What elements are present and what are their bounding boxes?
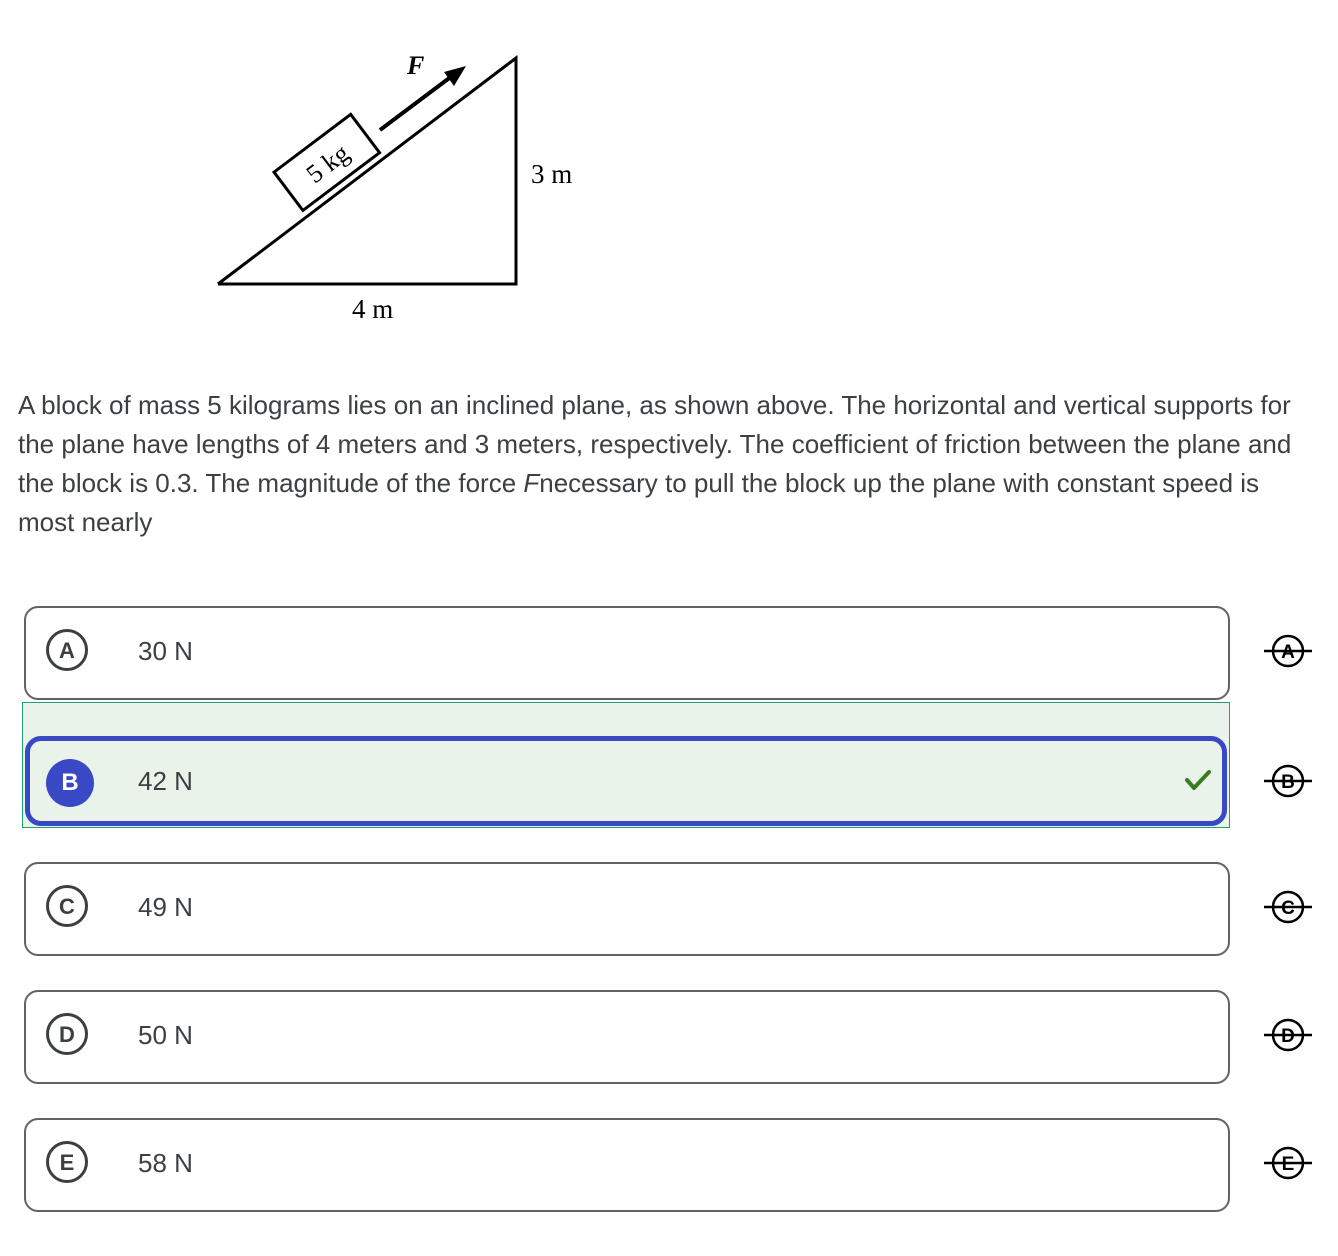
choice-d-row[interactable] [0, 990, 1338, 1086]
choice-d-text: 50 N [138, 1020, 193, 1050]
svg-text:E: E [1281, 1154, 1295, 1175]
choice-d-box[interactable] [24, 990, 1230, 1084]
svg-text:A: A [1281, 642, 1295, 663]
force-arrow-head [444, 66, 466, 86]
checkmark-icon [1184, 768, 1212, 792]
force-label: F [407, 51, 425, 80]
choice-c-text: 49 N [138, 892, 193, 922]
inclined-plane-figure [200, 40, 620, 340]
question-text-before: A block of mass 5 kilograms lies on an inclined plane, as shown above. The horizontal and vertical supports for the plane have lengths of 4 meters and 3 meters, respectively. The coefficient of friction between the plane and the block is 0.3. The magnitude of the force [18, 390, 1292, 498]
strikethrough-letter-icon[interactable] [1262, 633, 1314, 669]
choice-e-text: 58 N [138, 1148, 193, 1178]
base-label: 4 m [352, 294, 394, 324]
choice-a-box[interactable] [24, 606, 1230, 700]
question-text-after: necessary to pull the block up the plane with constant speed is most nearly [18, 468, 1260, 537]
mass-block [274, 114, 380, 210]
incline-triangle [218, 58, 516, 284]
choice-c-box[interactable] [24, 862, 1230, 956]
choice-a-row[interactable] [0, 606, 1338, 702]
question-text [18, 386, 1318, 542]
choice-e-row[interactable] [0, 1118, 1338, 1214]
svg-text:B: B [1281, 772, 1295, 793]
choice-b-text: 42 N [138, 766, 193, 796]
choice-c-row[interactable] [0, 862, 1338, 958]
choice-a-letter: A [46, 629, 88, 671]
choice-e-box[interactable] [24, 1118, 1230, 1212]
svg-text:D: D [1281, 1026, 1295, 1047]
choice-c-letter: C [46, 885, 88, 927]
choice-b-letter[interactable]: B [46, 759, 94, 807]
strikethrough-letter-icon[interactable] [1262, 889, 1314, 925]
strikethrough-letter-icon[interactable] [1262, 1145, 1314, 1181]
strikethrough-letter-icon[interactable] [1262, 763, 1314, 799]
question-force-variable: F [523, 468, 540, 498]
svg-text:C: C [1281, 898, 1295, 919]
choice-e-letter: E [46, 1141, 88, 1183]
choice-b-box[interactable] [25, 736, 1227, 826]
mass-label: 5 kg [300, 138, 355, 189]
choice-a-text: 30 N [138, 636, 193, 666]
force-arrow-line [380, 76, 452, 130]
inclined-plane-diagram [200, 40, 620, 340]
choice-d-letter: D [46, 1013, 88, 1055]
height-label: 3 m [531, 159, 573, 189]
strikethrough-letter-icon[interactable] [1262, 1017, 1314, 1053]
